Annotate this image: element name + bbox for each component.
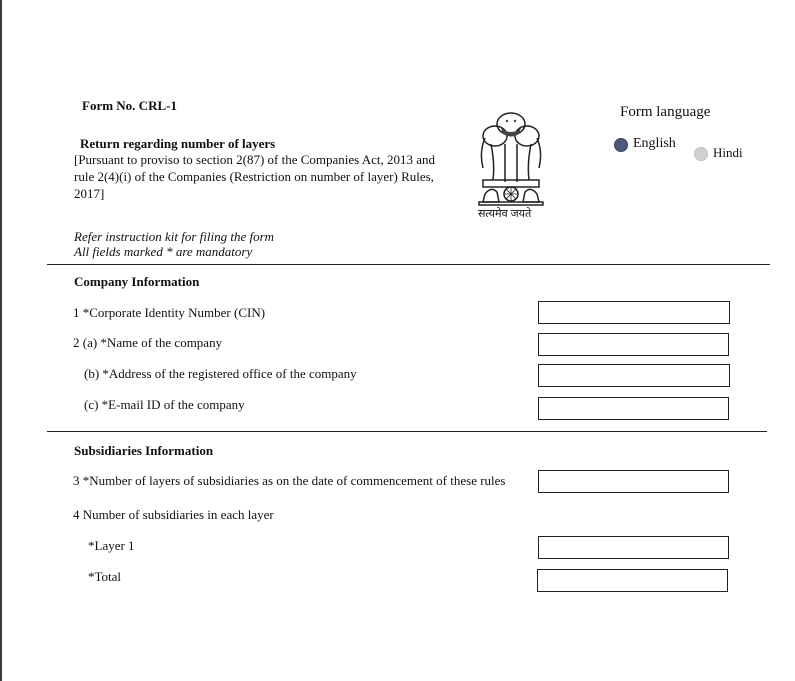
- section-divider: [47, 264, 770, 265]
- company-information-heading: Company Information: [74, 274, 200, 289]
- form-subtitle: [Pursuant to proviso to section 2(87) of the Companies Act, 2013 and rule 2(4)(i) of the Companies (Restriction on number of layer) Rules, 2017]: [74, 152, 436, 201]
- cin-label: 1 *Corporate Identity Number (CIN): [73, 305, 266, 320]
- company-name-input[interactable]: [538, 333, 729, 356]
- hindi-radio[interactable]: [694, 147, 708, 161]
- total-label: *Total: [88, 569, 122, 584]
- company-email-label: (c) *E-mail ID of the company: [84, 397, 245, 412]
- national-emblem-icon: [471, 102, 551, 222]
- instructions: [74, 229, 274, 259]
- registered-address-input[interactable]: [538, 364, 730, 387]
- registered-address-label: (b) *Address of the registered office of the company: [84, 366, 357, 381]
- layers-count-label: 3 *Number of layers of subsidiaries as on the date of commencement of these rules: [73, 473, 506, 488]
- form-language-title: Form language: [620, 104, 711, 120]
- subsidiaries-per-layer-label: 4 Number of subsidiaries in each layer: [73, 507, 274, 522]
- form-title: Return regarding number of layers: [80, 136, 276, 151]
- english-radio-label[interactable]: English: [633, 136, 676, 151]
- layer-1-label: *Layer 1: [88, 538, 135, 553]
- layers-count-input[interactable]: [538, 470, 729, 493]
- page-left-border: [0, 0, 2, 681]
- cin-input[interactable]: [538, 301, 730, 324]
- mandatory-fields-note: All fields marked * are mandatory: [74, 244, 253, 259]
- total-input[interactable]: [537, 569, 728, 592]
- company-name-label: 2 (a) *Name of the company: [73, 335, 223, 350]
- emblem-motto: सत्यमेव जयते: [478, 208, 532, 220]
- layer-1-input[interactable]: [538, 536, 729, 559]
- company-email-input[interactable]: [538, 397, 729, 420]
- instruction-kit-note: Refer instruction kit for filing the form: [74, 229, 275, 244]
- form-number: Form No. CRL-1: [82, 98, 177, 113]
- section-divider: [47, 431, 767, 432]
- hindi-radio-label[interactable]: Hindi: [713, 145, 743, 160]
- english-radio[interactable]: [614, 138, 628, 152]
- subsidiaries-information-heading: Subsidiaries Information: [74, 443, 214, 458]
